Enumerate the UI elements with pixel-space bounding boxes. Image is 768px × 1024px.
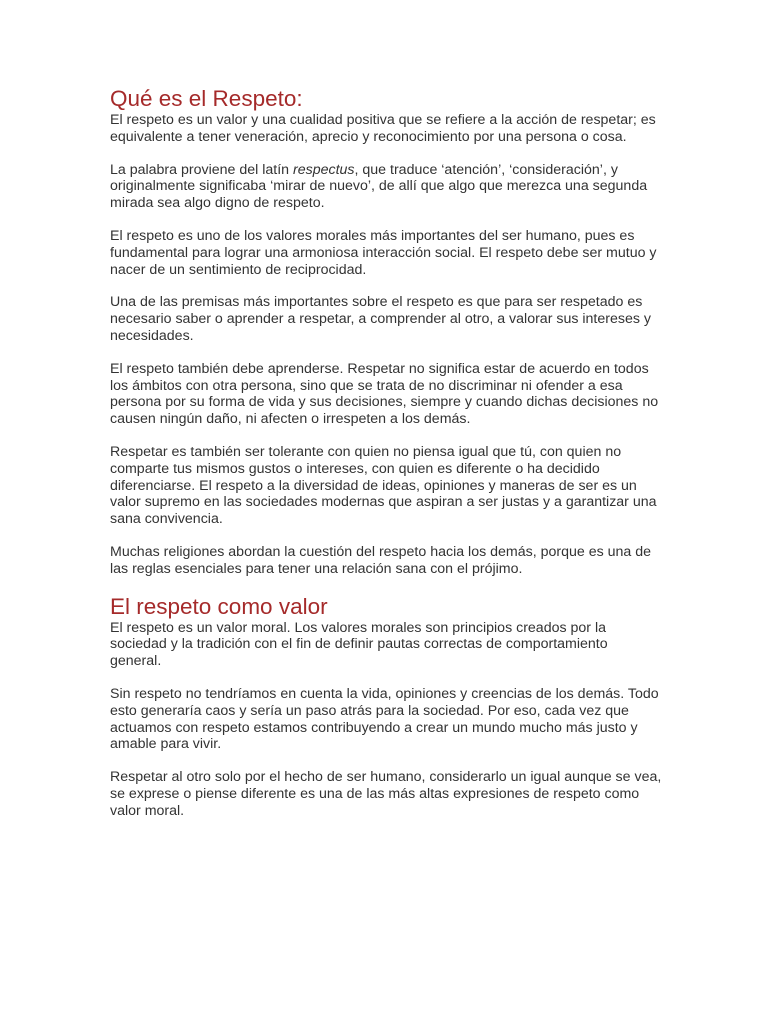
document-page — [110, 86, 662, 820]
paragraph-5: El respeto también debe aprenderse. Respetar no significa estar de acuerdo en todos los ámbitos con otra persona, sino que se trata de no discriminar ni ofender a esa persona por su forma de vida y sus decisiones, siempre y cuando dichas decisiones no causen ningún daño, ni afecten o irrespeten a los demás. — [110, 360, 659, 428]
paragraph-2 — [110, 162, 662, 212]
paragraph-4: Una de las premisas más importantes sobre el respeto es que para ser respetado es necesario saber o aprender a respetar, a comprender al otro, a valorar sus intereses y necesidades. — [110, 294, 651, 344]
paragraph-9: Sin respeto no tendríamos en cuenta la vida, opiniones y creencias de los demás. Todo esto generaría caos y sería un paso atrás para la sociedad. Por eso, cada vez que actuamos con respeto estamos contribuyendo a crear un mundo mucho más justo y amable para vivir. — [110, 685, 659, 753]
latin-term: respectus — [293, 161, 355, 178]
paragraph-2-part-b: , que traduce ‘atención’, ‘consideración’, y originalmente significaba ‘mirar de nuevo’, de allí que algo que merezca una segunda mirada sea algo digno de respeto. — [110, 161, 648, 212]
paragraph-7: Muchas religiones abordan la cuestión del respeto hacia los demás, porque es una de las reglas esenciales para tener una relación sana con el prójimo. — [110, 543, 652, 577]
section-heading-que-es-el-respeto: Qué es el Respeto: — [110, 86, 303, 111]
paragraph-3: El respeto es uno de los valores morales más importantes del ser humano, pues es fundamental para lograr una armoniosa interacción social. El respeto debe ser mutuo y nacer de un sentimiento de reciprocidad. — [110, 227, 657, 278]
section-heading-el-respeto-como-valor: El respeto como valor — [110, 593, 328, 619]
paragraph-1: El respeto es un valor y una cualidad positiva que se refiere a la acción de respetar; es equivalente a tener veneración, aprecio y reconocimiento por una persona o cosa. — [110, 112, 656, 145]
paragraph-8: El respeto es un valor moral. Los valores morales son principios creados por la sociedad y la tradición con el fin de definir pautas correctas de comportamiento general. — [110, 619, 608, 670]
paragraph-2-part-a: La palabra proviene del latín — [110, 161, 293, 178]
paragraph-10: Respetar al otro solo por el hecho de ser humano, considerarlo un igual aunque se vea, se exprese o piense diferente es una de las más altas expresiones de respeto como valor moral. — [110, 769, 662, 819]
paragraph-6: Respetar es también ser tolerante con quien no piensa igual que tú, con quien no comparte tus mismos gustos o intereses, con quien es diferente o ha decidido diferenciarse. El respeto a la diversidad de ideas, opiniones y maneras de ser es un valor supremo en las sociedades modernas que aspiran a ser justas y a garantizar una sana convivencia. — [110, 443, 657, 528]
